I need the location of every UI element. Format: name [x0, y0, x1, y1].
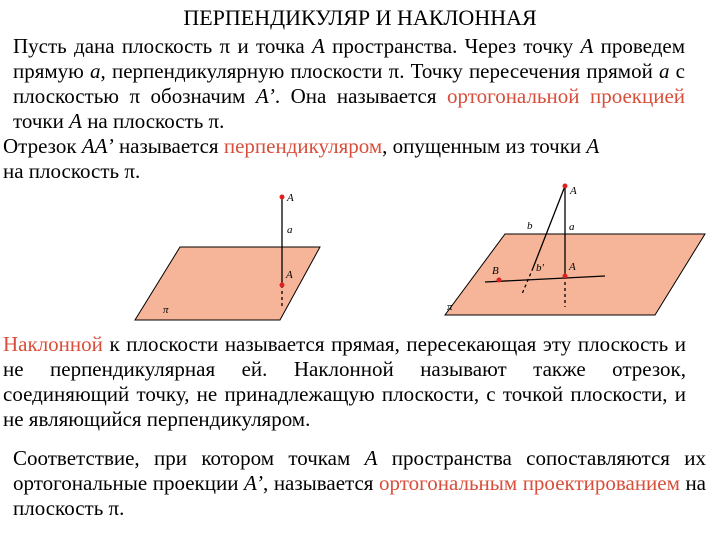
term-perpendicular: перпендикуляром [223, 134, 383, 158]
label-B-prime: B [492, 265, 499, 277]
label-pi: π [447, 301, 453, 313]
perpendicular-figure [130, 185, 330, 325]
page-title: ПЕРПЕНДИКУЛЯР И НАКЛОННАЯ [183, 5, 537, 30]
paragraph-orthogonal-projection: Пусть дана плоскость π и точка A пространства. Через точку A проведем прямую a, перпендикулярную плоскости π. Точку пересечения прямой a с плоскостью π обозначим A’. Она называется ортогональной проекцией точки A на плоскость π. [13, 34, 686, 133]
point-B-prime [497, 278, 502, 283]
paragraph-orthogonal-projecting: Соответствие, при котором точкам A пространства сопоставляются их ортогональные проекции A’, называется ортогональным проектированием на плоскость π. [13, 446, 707, 520]
term-orthogonal-projecting: ортогональным проектированием [379, 471, 680, 495]
label-a: a [569, 221, 575, 233]
label-b-prime: b' [536, 262, 544, 274]
plane-pi [445, 234, 705, 315]
label-A: A [287, 192, 294, 204]
point-A-prime [280, 283, 285, 288]
label-A-prime: A [569, 261, 576, 273]
point-A [280, 195, 285, 200]
point-A [563, 184, 568, 189]
paragraph-perpendicular: Отрезок AA’ называется перпендикуляром, опущенным из точки A на плоскость π. [3, 134, 600, 183]
oblique-figure [435, 172, 710, 330]
label-A-prime: A [286, 269, 293, 281]
label-a: a [287, 224, 293, 236]
label-A: A [570, 185, 577, 197]
label-b: b [527, 220, 533, 232]
paragraph-oblique: Наклонной к плоскости называется прямая, пересекающая эту плоскость и не перпендикулярная ей. Наклонной называют также отрезок, соединяющий точку, не принадлежащую плоскости, с точкой плоскости, и не являющийся перпендикуляром. [3, 332, 686, 431]
term-orthogonal-projection: ортогональной проекцией [446, 84, 686, 108]
label-pi: π [163, 304, 169, 316]
term-oblique: Наклонной [3, 332, 103, 356]
point-A-prime [563, 274, 568, 279]
